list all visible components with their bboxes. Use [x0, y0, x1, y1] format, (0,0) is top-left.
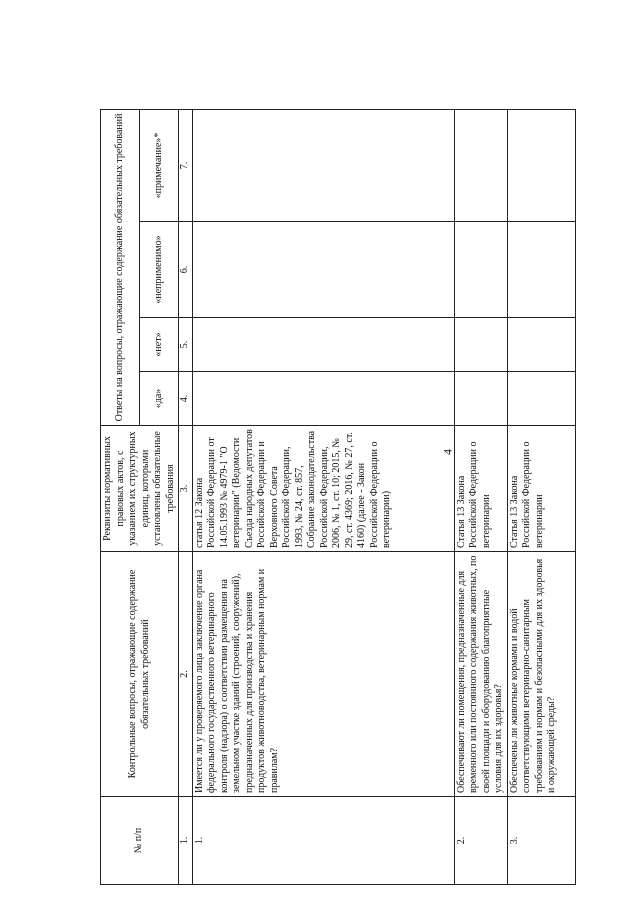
col-number: 2.	[179, 552, 193, 797]
row-number: 1.	[192, 797, 454, 885]
row-requisites: Статья 13 Закона Российской Федерации о ветеринарии	[507, 426, 575, 552]
table-row	[192, 109, 454, 884]
answer-na-cell[interactable]	[192, 222, 454, 318]
header-na: «неприменимо»	[140, 222, 179, 318]
header-no: «нет»	[140, 318, 179, 372]
row-question: Имеется ли у проверяемого лица заключение органа федерального государственного ветеринарного контроля (надзора) о соответствии размещения на земельном участке зданий (строений, сооружений), предназначенных для производства и хранения продуктов животноводства, ветеринарным нормам и правилам?	[192, 552, 454, 797]
col-number: 6.	[179, 222, 193, 318]
row-requisites: статья 12 Закона Российской Федерации от 14.05.1993 № 4979-1 "О ветеринарии" (Ведомости Съезда народных депутатов Российской Федерации и Верховного Совета Российской Федерации, 1993, № 24, ст. 857, Собрание законодательства Российской Федерации, 2006, № 1, ст. 10; 2015, № 29, ст. 4369; 2016, № 27, ст. 4160) (далее - Закон Российской Федерации о ветеринарии)	[192, 426, 454, 552]
row-question: Обеспечены ли животные кормами и водой соответствующими ветеринарно-санитарным требованиям и нормам и безопасными для их здоровья и окружающей среды?	[507, 552, 575, 797]
col-number: 1.	[179, 797, 193, 885]
answer-yes-cell[interactable]	[192, 372, 454, 426]
answer-na-cell[interactable]	[507, 222, 575, 318]
answer-yes-cell[interactable]	[507, 372, 575, 426]
row-number: 3.	[507, 797, 575, 885]
header-answers: Ответы на вопросы, отражающие содержание обязательных требований	[101, 109, 140, 425]
checklist-table	[100, 109, 576, 885]
row-number: 2.	[454, 797, 507, 885]
header-questions: Контрольные вопросы, отражающие содержание обязательных требований	[101, 552, 179, 797]
answer-no-cell[interactable]	[454, 318, 507, 372]
answer-na-cell[interactable]	[454, 222, 507, 318]
checklist-table-rotated	[100, 110, 620, 885]
row-question: Обеспечивают ли помещения, предназначенные для временного или постоянного содержания животных, по своей площади и оборудованию благоприятные условия для их здоровья?	[454, 552, 507, 797]
col-number: 4.	[179, 372, 193, 426]
column-number-row	[179, 109, 193, 884]
note-cell[interactable]	[454, 109, 507, 221]
row-requisites: Статья 13 Закона Российской Федерации о ветеринарии	[454, 426, 507, 552]
answer-no-cell[interactable]	[192, 318, 454, 372]
header-yes: «да»	[140, 372, 179, 426]
header-row	[101, 109, 140, 884]
header-note: «примечание»*	[140, 109, 179, 221]
answer-yes-cell[interactable]	[454, 372, 507, 426]
note-cell[interactable]	[192, 109, 454, 221]
col-number: 5.	[179, 318, 193, 372]
table-row	[454, 109, 507, 884]
answer-no-cell[interactable]	[507, 318, 575, 372]
col-number: 3.	[179, 426, 193, 552]
col-number: 7.	[179, 109, 193, 221]
header-requisites: Реквизиты нормативных правовых актов, с указанием их структурных единиц, которыми установлены обязательные требования	[101, 426, 179, 552]
table-row	[507, 109, 575, 884]
header-num: № п/п	[101, 797, 179, 885]
note-cell[interactable]	[507, 109, 575, 221]
page-number: 4	[440, 449, 455, 455]
